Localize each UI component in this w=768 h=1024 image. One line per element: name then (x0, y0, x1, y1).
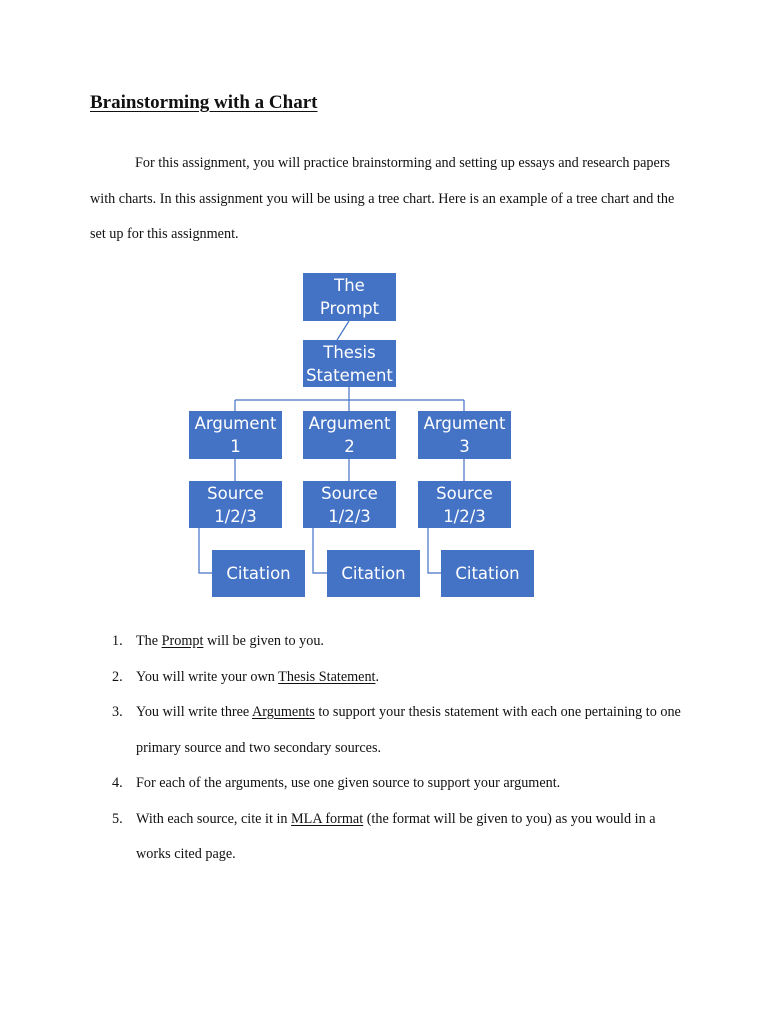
argument-1-line-2: 1 (230, 437, 241, 456)
list-item (112, 766, 691, 802)
list-text: . (375, 668, 380, 685)
list-number: 2. (112, 668, 123, 685)
prompt-line-1: The (334, 276, 365, 295)
list-item (112, 695, 691, 766)
list-item (112, 624, 691, 660)
source-1-box (189, 481, 282, 528)
list-text: will be given to you. (203, 633, 324, 649)
thesis-box (303, 340, 396, 387)
source-1-line-1: Source (207, 483, 264, 503)
connector-prompt-thesis (337, 321, 349, 340)
citation-3-box (441, 550, 534, 597)
mla-format-term: MLA format (291, 810, 364, 827)
argument-3-line-1: Argument (423, 414, 506, 433)
list-text: to support your thesis statement with each one pertaining to one primary source and two secondary sources. (136, 704, 681, 756)
source-2-box (303, 481, 396, 528)
source-3-box (418, 481, 511, 528)
argument-3-line-2: 3 (459, 437, 470, 456)
argument-3-box (418, 411, 511, 459)
citation-3-label: Citation (455, 564, 520, 583)
argument-1-line-1: Argument (194, 414, 277, 433)
prompt-term: Prompt (161, 633, 204, 649)
argument-2-box (303, 411, 396, 459)
prompt-line-2: Prompt (319, 299, 380, 318)
arguments-term: Arguments (252, 704, 315, 720)
list-text: You will write your own (136, 668, 279, 685)
list-number: 4. (112, 775, 123, 791)
page-title: Brainstorming with a Chart (90, 92, 318, 113)
connector-source2-citation (313, 528, 327, 573)
source-2-line-2: 1/2/3 (328, 506, 371, 526)
thesis-statement-term: Thesis Statement (278, 668, 376, 685)
connector-source3-citation (428, 528, 441, 573)
citation-1-label: Citation (226, 564, 291, 583)
argument-1-box (189, 411, 282, 459)
source-2-line-1: Source (321, 483, 378, 503)
source-3-line-2: 1/2/3 (443, 506, 486, 526)
argument-2-line-1: Argument (308, 414, 391, 433)
list-text: For each of the arguments, use one given source to support your argument. (136, 775, 561, 791)
thesis-line-1: Thesis (323, 342, 376, 362)
list-number: 5. (112, 810, 123, 827)
list-text: (the format will be given to you) as you would in a works cited page. (136, 810, 656, 862)
connector-source1-citation (199, 528, 212, 573)
source-1-line-2: 1/2/3 (214, 506, 257, 526)
list-item (112, 660, 691, 696)
thesis-line-2: Statement (306, 365, 393, 385)
prompt-box (303, 273, 396, 321)
list-text: The (136, 633, 162, 649)
list-item (112, 802, 691, 873)
argument-2-line-2: 2 (344, 437, 355, 456)
citation-2-label: Citation (341, 564, 406, 583)
list-number: 3. (112, 704, 123, 720)
source-3-line-1: Source (436, 483, 493, 503)
citation-2-box (327, 550, 420, 597)
citation-1-box (212, 550, 305, 597)
list-number: 1. (112, 633, 123, 649)
list-text: With each source, cite it in (136, 810, 292, 827)
instructions-list (112, 624, 691, 873)
list-text: You will write three (136, 704, 252, 720)
intro-paragraph: For this assignment, you will practice brainstorming and setting up essays and research papers with charts. In this assignment you will be using a tree chart. Here is an example of a tree chart and the set up for this assignment. (90, 155, 675, 242)
